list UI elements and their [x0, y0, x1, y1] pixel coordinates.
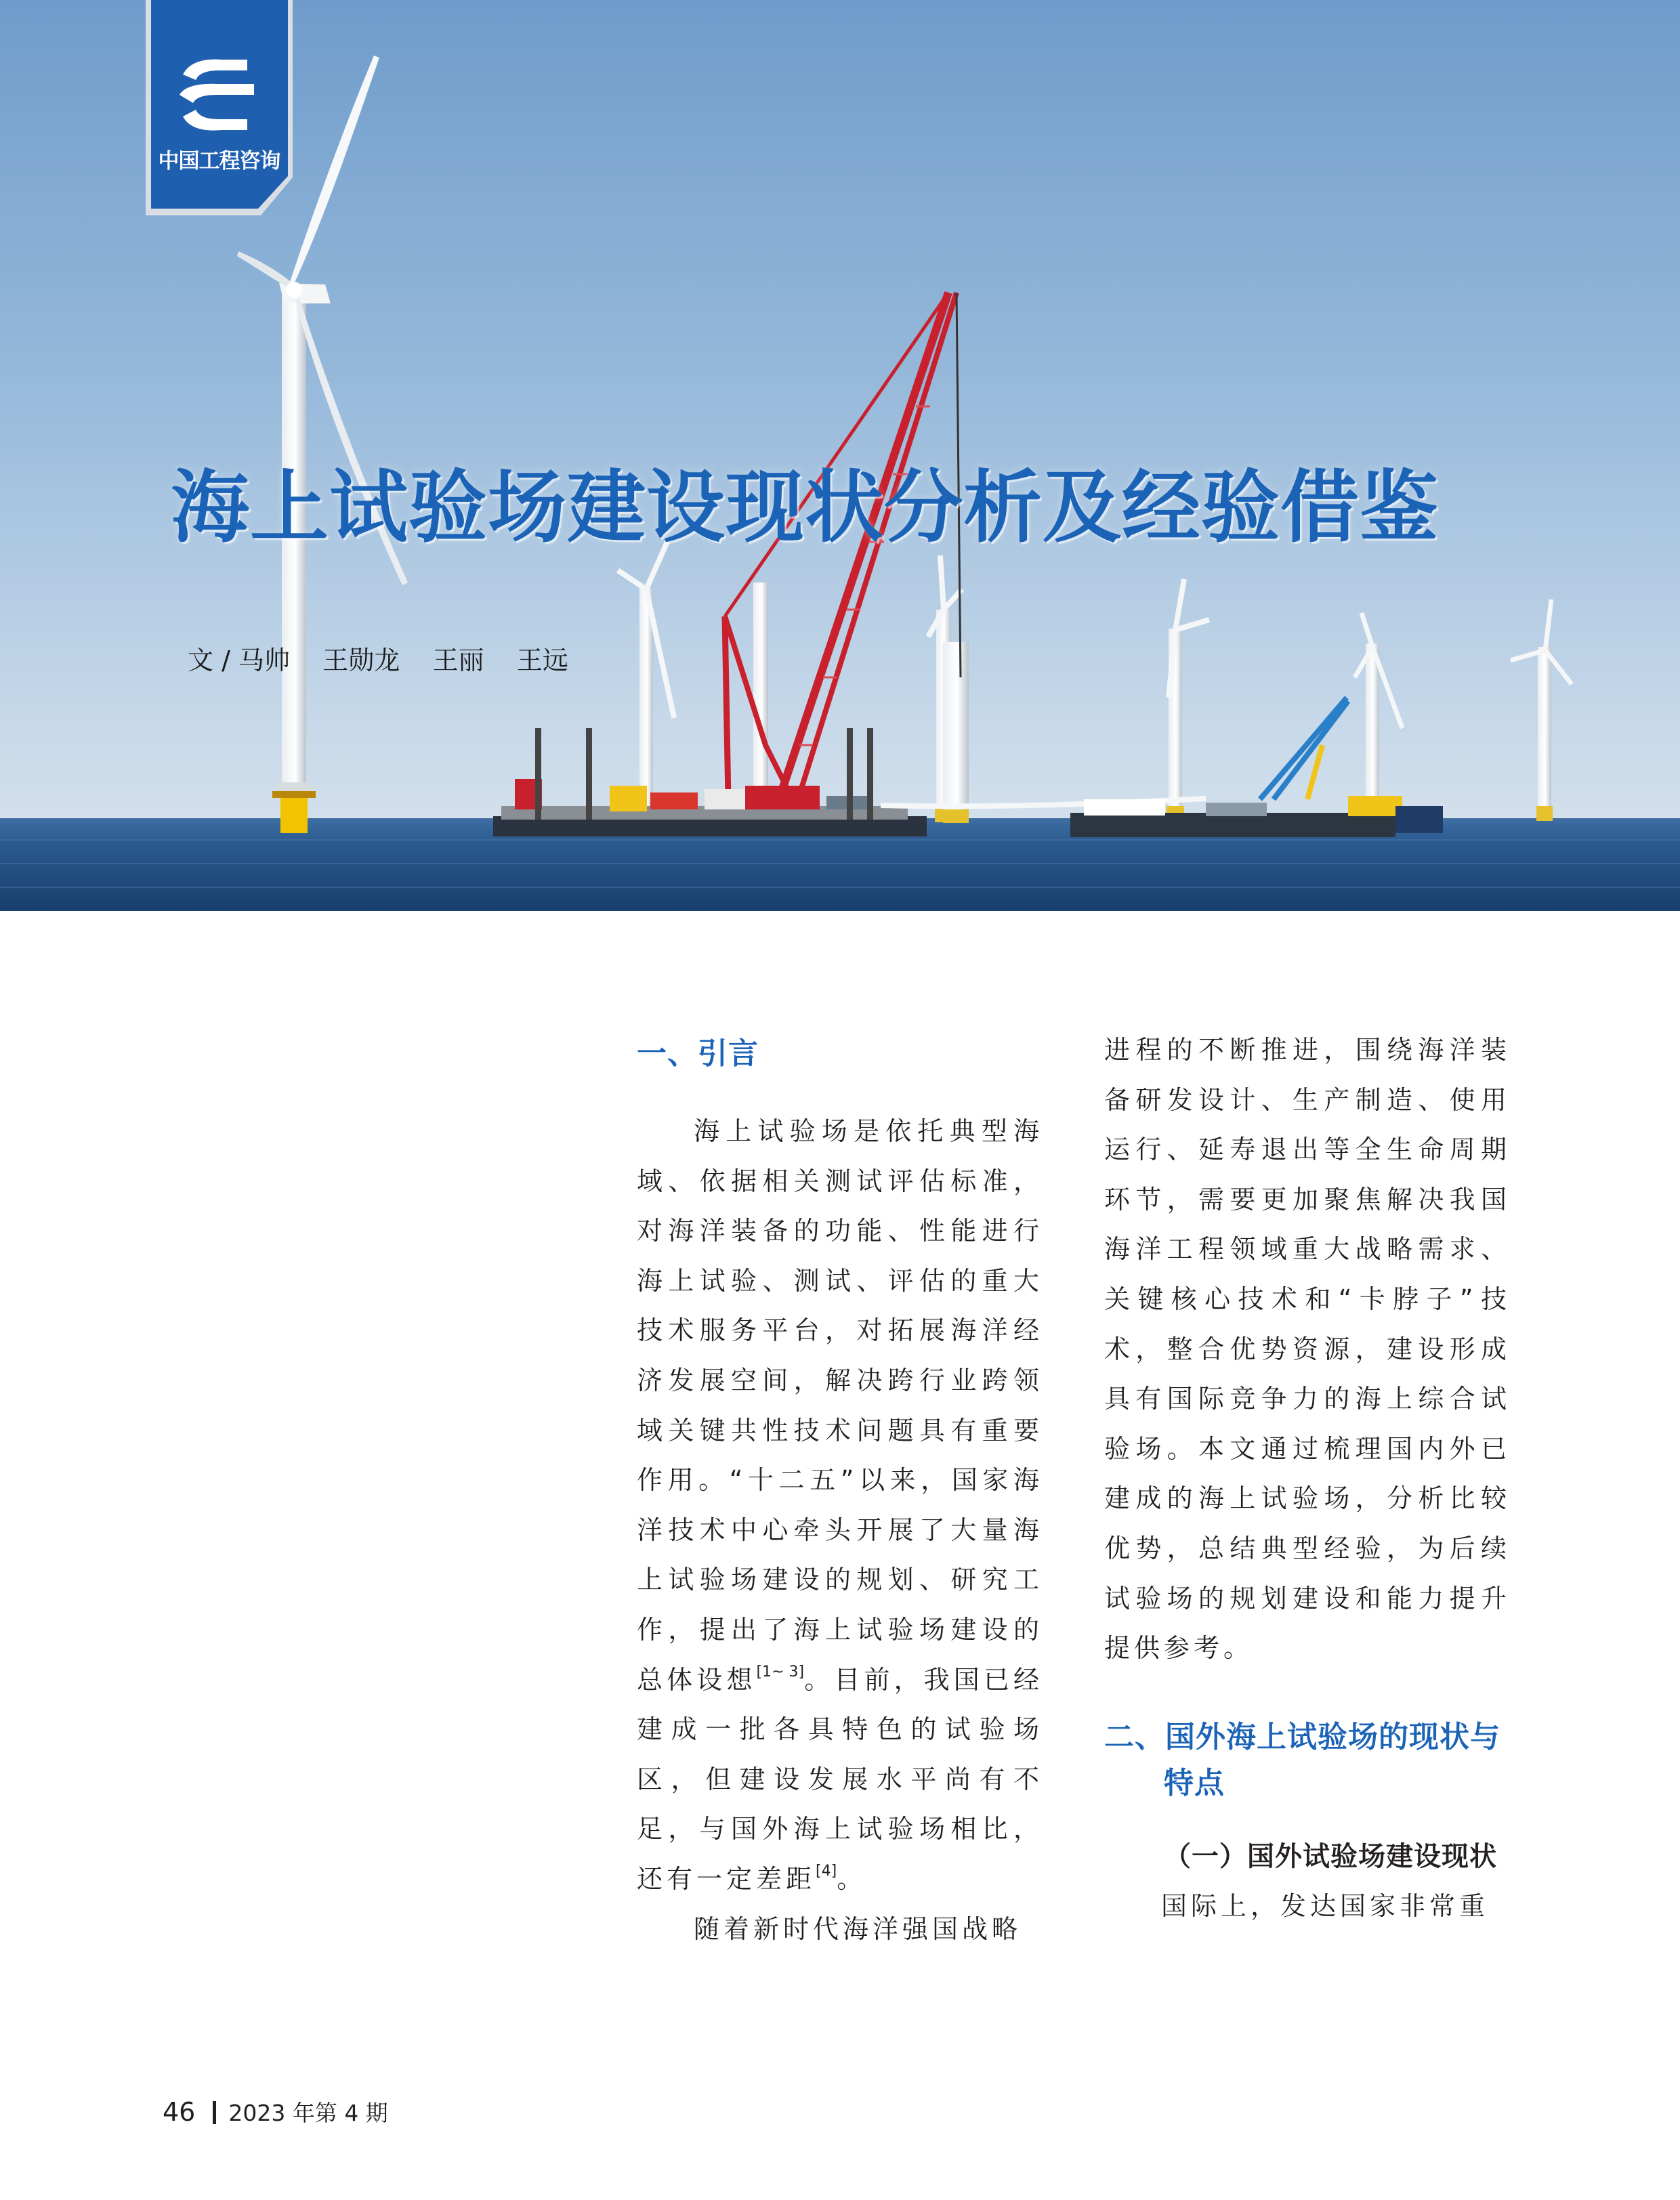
- paragraph-text: 。: [837, 1863, 867, 1894]
- paragraph-text: 。目前，我国已经建成一批各具特色的试验场区，但建设发展水平尚有不足，与国外海上试验场相比，还有一定差距: [637, 1664, 1043, 1894]
- journal-logo-icon: [146, 0, 293, 215]
- paragraph-intro-1: [637, 1107, 1043, 1905]
- citation-4[interactable]: [4]: [816, 1862, 837, 1880]
- body-column-2: [1104, 1025, 1511, 1932]
- section-heading-foreign-test-sites: 二、国外海上试验场的现状与特点: [1104, 1719, 1500, 1800]
- article-authors: 文 / 马帅 王勋龙 王丽 王远: [188, 646, 568, 675]
- article-title: 海上试验场建设现状分析及经验借鉴: [171, 462, 1439, 553]
- citation-1-3[interactable]: [1~ 3]: [756, 1663, 805, 1680]
- issue-label: 2023 年第 4 期: [228, 2100, 388, 2126]
- paragraph-intro-2-continued: 进程的不断推进，围绕海洋装备研发设计、生产制造、使用运行、延寿退出等全生命周期环节，需要更加聚焦解决我国海洋工程领域重大战略需求、关键核心技术和“卡脖子”技术，整合优势资源，建设形成具有国际竞争力的海上综合试验场。本文通过梳理国内外已建成的海上试验场，分析比较优势，总结典型经验，为后续试验场的规划建设和能力提升提供参考。: [1104, 1035, 1511, 1664]
- subsection-heading-foreign-construction: （一）国外试验场建设现状: [1164, 1840, 1497, 1872]
- section-heading-introduction: 一、引言: [637, 1036, 759, 1071]
- journal-logo-tab: [146, 0, 293, 215]
- page-footer: [163, 2095, 388, 2130]
- body-column-1: [637, 1031, 1043, 1954]
- footer-divider: [213, 2101, 216, 2124]
- monopile: [943, 642, 969, 821]
- page-number: 46: [163, 2097, 196, 2127]
- journal-name: 中国工程咨询: [158, 149, 280, 173]
- paragraph-intro-2-start: 随着新时代海洋强国战略: [694, 1913, 1022, 1944]
- paragraph-text: 海上试验场是依托典型海域、依据相关测试评估标准，对海洋装备的功能、性能进行海上试验、测试、评估的重大技术服务平台，对拓展海洋经济发展空间，解决跨行业跨领域关键共性技术问题具有重要作用。“十二五”以来，国家海洋技术中心牵头开展了大量海上试验场建设的规划、研究工作，提出了海上试验场建设的总体设想: [637, 1116, 1043, 1695]
- paragraph-section2-1: 国际上，发达国家非常重: [1161, 1891, 1490, 1922]
